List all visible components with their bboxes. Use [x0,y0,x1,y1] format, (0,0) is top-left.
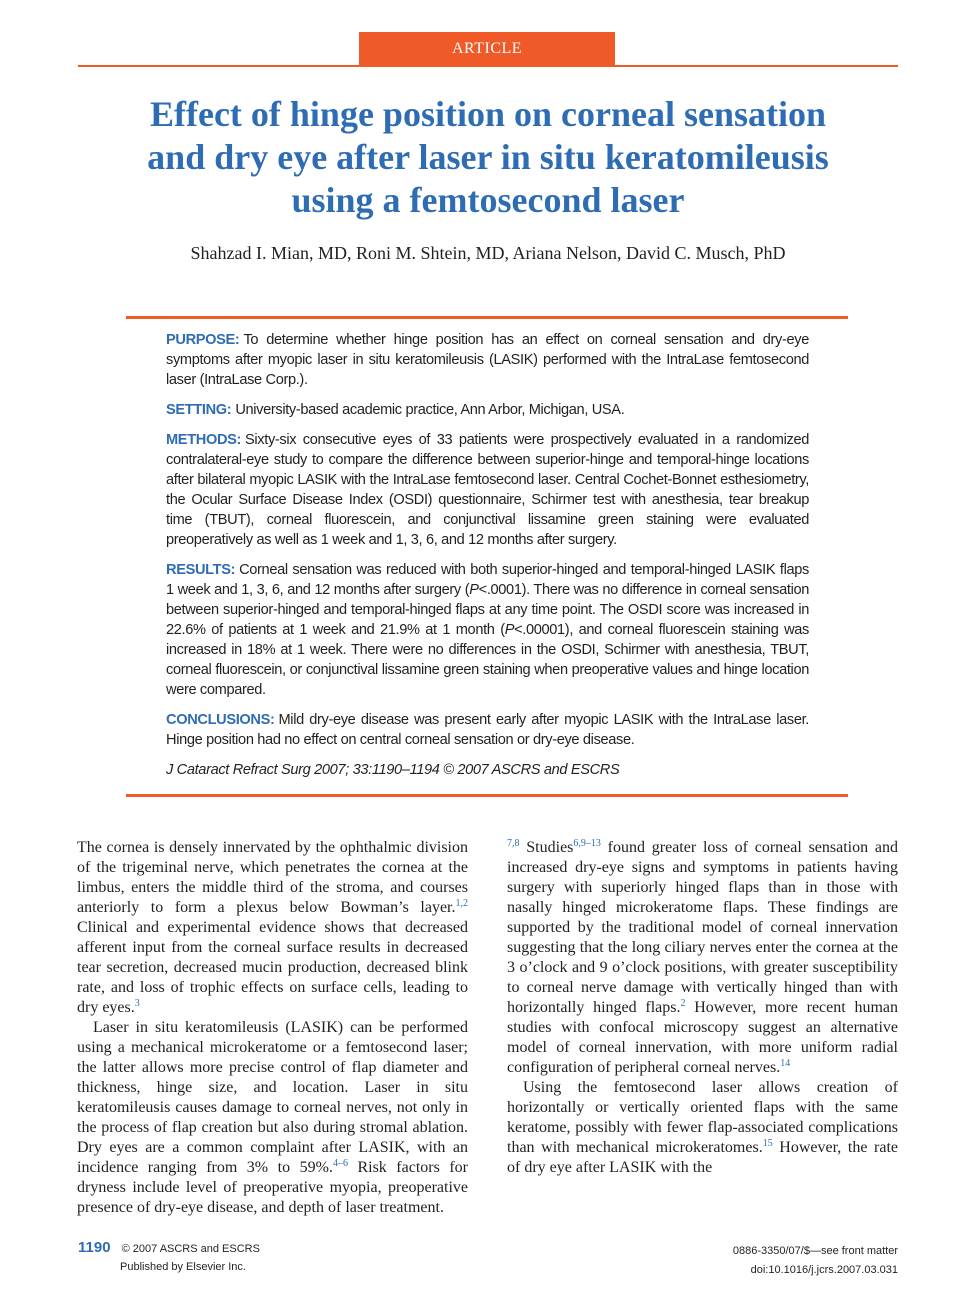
footer-publisher: Published by Elsevier Inc. [120,1261,246,1273]
body-text: Using the femtosecond laser allows creation of horizontally or vertically oriented flaps with the same keratome, possibly with fewer flap-associated complications than with mechanical microkeratomes. [507,1079,898,1156]
reference-link[interactable]: 4–6 [332,1158,348,1169]
purpose-text: To determine whether hinge position has an effect on corneal sensation and dry-eye symptoms after myopic laser in situ keratomileusis (LASIK) performed with the IntraLase femtosecond laser (IntraLase Corp.). [166,332,809,388]
abstract-setting [166,400,809,420]
methods-text: Sixty-six consecutive eyes of 33 patients were prospectively evaluated in a randomized contralateral-eye study to compare the difference between superior-hinge and temporal-hinge locations after bilateral myopic LASIK with the IntraLase femtosecond laser. Central Cochet-Bonnet esthesiometry, the Ocular Surface Disease Index (OSDI) questionnaire, Schirmer test with anesthesia, tear breakup time (TBUT), corneal fluorescein, and conjunctival lissamine green staining were evaluated preoperatively as well as 1 week and 1, 3, 6, and 12 months after surgery. [166,432,809,548]
author-list: Shahzad I. Mian, MD, Roni M. Shtein, MD, Ariana Nelson, David C. Musch, PhD [190,243,786,263]
body-paragraph [507,1078,898,1178]
purpose-label: PURPOSE: [166,332,240,348]
article-title [78,93,898,222]
abstract-bottom-rule [126,794,848,797]
reference-link[interactable]: 3 [134,998,140,1009]
body-text: found greater loss of corneal sensation and increased dry-eye signs and symptoms in patients having surgery with superiorly hinged flaps than in those with nasally hinged microkeratome flaps. These findings are supported by the traditional model of corneal innervation suggesting that the long ciliary nerves enter the cornea at the 3 o’clock and 9 o’clock positions, with greater susceptibility to corneal nerve damage with vertically hinged than with horizontally hinged flaps. [507,839,898,1016]
body-text: However, the rate of dry eye after LASIK with the [507,1139,898,1176]
reference-link[interactable]: 2 [680,998,686,1009]
reference-link[interactable]: 1,2 [455,898,468,909]
body-column-left [77,838,468,1218]
body-text: Laser in situ keratomileusis (LASIK) can be performed using a mechanical microkeratome or a femtosecond laser; the latter allows more precise control of flap diameter and thickness, hinge size, and location. Laser in situ keratomileusis causes damage to corneal nerves, not only in the process of flap creation but also during stromal ablation. Dry eyes are a common complaint after LASIK, with an incidence ranging from 3% to 59%. [77,1019,468,1176]
abstract [166,330,809,790]
conclusions-label: CONCLUSIONS: [166,712,275,728]
reference-link[interactable]: 7,8 [507,838,520,849]
abstract-conclusions [166,710,809,750]
abstract-methods [166,430,809,550]
footer-right [733,1242,898,1280]
footer-doi[interactable]: doi:10.1016/j.jcrs.2007.03.031 [750,1264,898,1276]
body-text: The cornea is densely innervated by the ophthalmic division of the trigeminal nerve, which penetrates the cornea at the limbus, enters the middle third of the stroma, and courses anteriorly to form a plexus below Bowman’s layer. [77,839,468,916]
results-text: <.0001). There was no difference in corneal sensation between superior-hinged and temporal-hinged flaps at any time point. The OSDI score was increased in 22.6% of patients at 1 week and 21.9% at 1 month ( [166,582,809,638]
body-paragraph [77,838,468,1018]
methods-label: METHODS: [166,432,242,448]
setting-text: University-based academic practice, Ann Arbor, Michigan, USA. [235,402,625,418]
results-text: Corneal sensation was reduced with both superior-hinged and temporal-hinged LASIK flaps 1 week and 1, 3, 6, and 12 months after surgery ( [166,562,809,598]
abstract-top-rule [126,316,848,319]
body-paragraph-continued [507,838,898,1078]
body-column-right [507,838,898,1178]
journal-citation: J Cataract Refract Surg 2007; 33:1190–1194 © 2007 ASCRS and ESCRS [166,762,620,778]
title-line: Effect of hinge position on corneal sensation [149,94,826,134]
header-rule [78,65,898,67]
setting-label: SETTING: [166,402,232,418]
p-value-symbol: P [504,622,515,638]
article-type-tag: ARTICLE [359,32,615,65]
body-text: Clinical and experimental evidence shows that decreased afferent input from the corneal surface results in decreased tear secretion, decreased mucin production, decreased blink rate, and loss of trophic effects on surface cells, leading to dry eyes. [77,919,468,1016]
results-text: <.00001), and corneal fluorescein staining was increased in 18% at 1 week. There were no differences in the OSDI, Schirmer with anesthesia, TBUT, corneal fluorescein, or conjunctival lissamine green staining when preoperative values and hinge location were compared. [166,622,809,698]
title-line: and dry eye after laser in situ keratomileusis [147,137,829,177]
abstract-purpose [166,330,809,390]
results-label: RESULTS: [166,562,236,578]
page-number: 1190 [78,1239,111,1256]
p-value-symbol: P [469,582,479,598]
reference-link[interactable]: 6,9–13 [573,838,601,849]
abstract-results [166,560,809,700]
body-text: Studies [519,839,574,856]
footer-copyright: © 2007 ASCRS and ESCRS [121,1243,260,1255]
reference-link[interactable]: 15 [762,1138,773,1149]
title-line: using a femtosecond laser [291,180,685,220]
footer-left [78,1239,260,1273]
footer-issn: 0886-3350/07/$—see front matter [732,1245,898,1257]
body-text: However, more recent human studies with confocal microscopy suggest an alternative model of corneal innervation, with more uniform radial configuration of peripheral corneal nerves. [507,999,899,1076]
body-text: Risk factors for dryness include level of preoperative myopia, preoperative presence of dry-eye disease, and depth of laser treatment. [77,1159,469,1216]
conclusions-text: Mild dry-eye disease was present early after myopic LASIK with the IntraLase laser. Hinge position had no effect on central corneal sensation or dry-eye disease. [166,712,809,748]
body-paragraph [77,1018,468,1218]
reference-link[interactable]: 14 [780,1058,791,1069]
